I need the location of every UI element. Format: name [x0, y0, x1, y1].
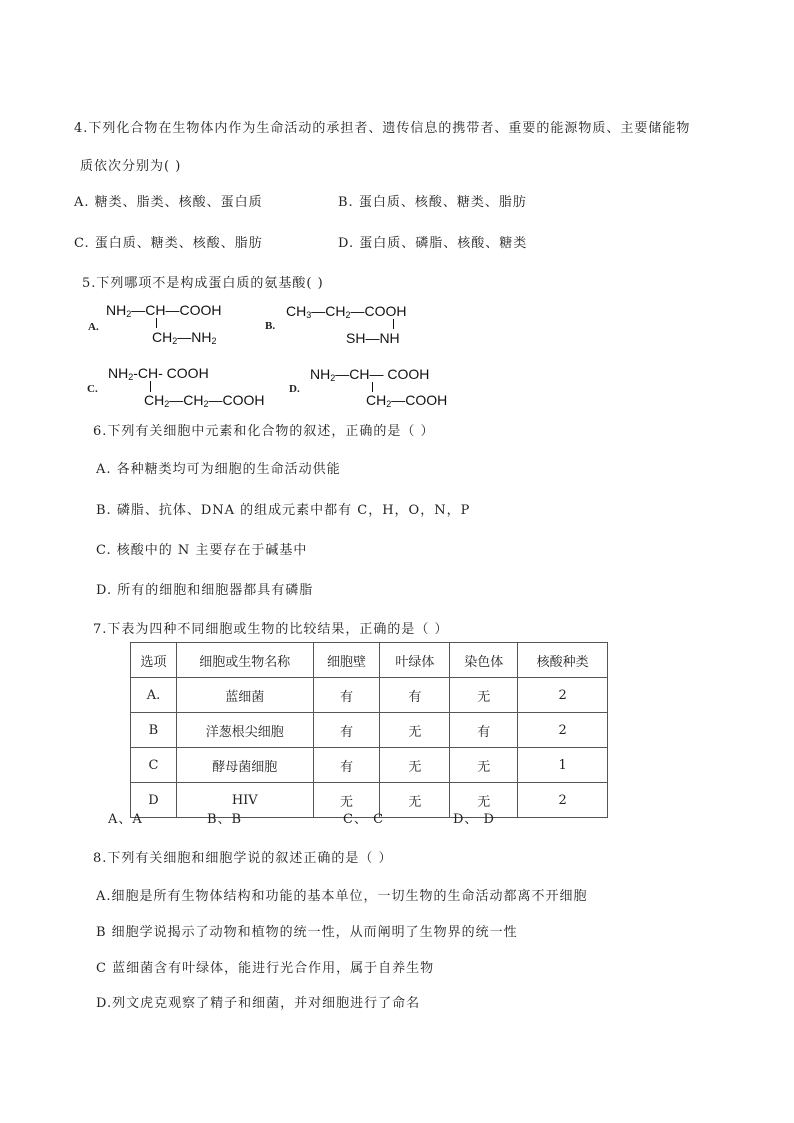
table-row: [131, 748, 608, 783]
q5-b-label: B.: [265, 320, 276, 332]
header-cell: 细胞壁: [313, 643, 380, 678]
table-cell: 有: [380, 678, 450, 713]
table-cell: 蓝细菌: [176, 678, 313, 713]
q8-option-b: B 细胞学说揭示了动物和植物的统一性，从而阐明了生物界的统一性: [96, 925, 518, 940]
table-cell: D: [131, 783, 177, 818]
q8-option-d: D.列文虎克观察了精子和细菌，并对细胞进行了命名: [96, 996, 421, 1011]
table-cell: 有: [313, 748, 380, 783]
q4-option-c: C. 蛋白质、糖类、核酸、脂肪: [74, 236, 263, 251]
table-cell: A.: [131, 678, 177, 713]
q8-option-c: C 蓝细菌含有叶绿体，能进行光合作用，属于自养生物: [96, 961, 435, 976]
q5-d-side-chain: $CH_2—COOH$: [366, 392, 448, 409]
q5-c-main-chain: $NH_2-CH-$ COOH: [108, 365, 209, 382]
table-cell: 有: [313, 713, 380, 748]
q7-stem: 7.下表为四种不同细胞或生物的比较结果，正确的是（ ）: [93, 622, 449, 637]
q5-a-bond: [156, 318, 157, 328]
table-cell: 有: [450, 713, 518, 748]
table-cell: 1: [518, 748, 608, 783]
comparison-table: [130, 642, 608, 818]
q5-c-bond: [150, 381, 151, 392]
table-cell: C: [131, 748, 177, 783]
q6-option-c: C. 核酸中的 N 主要存在于碱基中: [96, 543, 308, 558]
q4-option-a: A. 糖类、脂类、核酸、蛋白质: [74, 195, 263, 210]
q7-option-a: A、A: [108, 812, 143, 827]
q5-b-side-chain: SH—NH: [346, 330, 400, 346]
q5-b-main-chain: $CH_3—CH_2—COOH$: [286, 303, 407, 320]
q5-d-bond: [372, 382, 373, 392]
q4-stem-line1: 4.下列化合物在生物体内作为生命活动的承担者、遗传信息的携带者、重要的能源物质、主要储能物: [74, 121, 691, 136]
q5-c-side-chain: $CH_2—CH_2—COOH$: [144, 392, 265, 409]
q5-d-label: D.: [289, 383, 300, 395]
q5-c-label: C.: [87, 383, 98, 395]
q8-option-a: A.细胞是所有生物体结构和功能的基本单位，一切生物的生命活动都离不开细胞: [96, 889, 588, 904]
table-cell: 有: [313, 678, 380, 713]
table-cell: 无: [380, 783, 450, 818]
q5-b-bond: [393, 319, 394, 329]
q5-a-label: A.: [88, 321, 99, 333]
q7-option-c: C、 C: [343, 812, 385, 827]
header-cell: 染色体: [450, 643, 518, 678]
table-cell: 无: [450, 748, 518, 783]
table-cell: 2: [518, 678, 608, 713]
q5-stem: 5.下列哪项不是构成蛋白质的氨基酸( ): [82, 276, 324, 291]
table-cell: 无: [380, 713, 450, 748]
table-cell: 无: [450, 678, 518, 713]
q7-option-d: D、 D: [453, 812, 495, 827]
table-row: [131, 678, 608, 713]
table-cell: 酵母菌细胞: [176, 748, 313, 783]
table-cell: 无: [450, 783, 518, 818]
q4-option-d: D. 蛋白质、磷脂、核酸、糖类: [338, 236, 528, 251]
table-header-row: [131, 643, 608, 678]
header-cell: 选项: [131, 643, 177, 678]
table-cell: 2: [518, 713, 608, 748]
header-cell: 细胞或生物名称: [176, 643, 313, 678]
header-cell: 核酸种类: [518, 643, 608, 678]
q6-stem: 6.下列有关细胞中元素和化合物的叙述，正确的是（ ）: [93, 424, 435, 439]
table-cell: B: [131, 713, 177, 748]
table-cell: 无: [313, 783, 380, 818]
header-cell: 叶绿体: [380, 643, 450, 678]
q4-stem-line2: 质依次分别为( ): [80, 159, 182, 174]
q6-option-d: D. 所有的细胞和细胞器都具有磷脂: [96, 583, 314, 598]
q5-d-main-chain: $NH_2—CH—$ COOH: [310, 366, 430, 383]
q6-option-b: B. 磷脂、抗体、DNA 的组成元素中都有 C，H，O，N，P: [96, 503, 471, 518]
table-cell: 2: [518, 783, 608, 818]
table-row: [131, 713, 608, 748]
q5-a-main-chain: $NH_2—CH—COOH$: [106, 302, 222, 319]
q6-option-a: A. 各种糖类均可为细胞的生命活动供能: [96, 462, 341, 477]
table-cell: 无: [380, 748, 450, 783]
table-cell: HIV: [176, 783, 313, 818]
q8-stem: 8.下列有关细胞和细胞学说的叙述正确的是（ ）: [93, 851, 393, 866]
table-cell: 洋葱根尖细胞: [176, 713, 313, 748]
q4-option-b: B. 蛋白质、核酸、糖类、脂肪: [338, 195, 527, 210]
q7-option-b: B、B: [207, 812, 243, 827]
q5-a-side-chain: $CH_2—NH_2$: [152, 329, 217, 346]
